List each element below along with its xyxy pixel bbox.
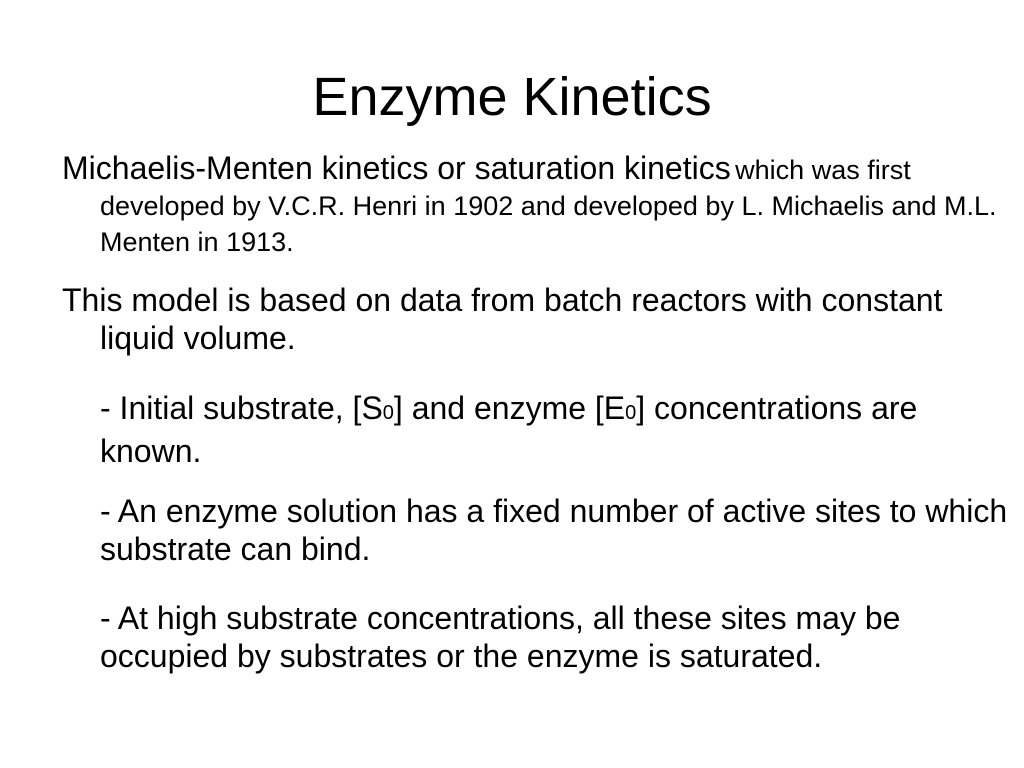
paragraph-continuation-text: which was first developed by V.C.R. Henri in 1902 and developed by L. Michaelis and M.L. Menten in 1913.	[100, 155, 997, 257]
bullet-initial-concentrations	[62, 389, 1020, 470]
paragraph-batch-reactor-model: This model is based on data from batch reactors with constant liquid volume.	[62, 282, 943, 356]
subscript-zero: 0	[625, 402, 637, 424]
bullet-text-part: ] and enzyme [E	[393, 390, 626, 426]
bullet-text-part: - Initial substrate, [S	[100, 390, 383, 426]
bullet-saturation: - At high substrate concentrations, all these sites may be occupied by substrates or the enzyme is saturated.	[100, 600, 901, 674]
paragraph-michaelis-menten	[62, 149, 1020, 260]
slide-title: Enzyme Kinetics	[312, 67, 712, 127]
subscript-zero: 0	[382, 402, 394, 424]
bullet-text-part: ] concentrations are known.	[100, 390, 918, 469]
bullet-active-sites: - An enzyme solution has a fixed number of active sites to which substrate can bind.	[100, 493, 1008, 567]
paragraph-lead-text: Michaelis-Menten kinetics or saturation kinetics	[62, 150, 731, 186]
